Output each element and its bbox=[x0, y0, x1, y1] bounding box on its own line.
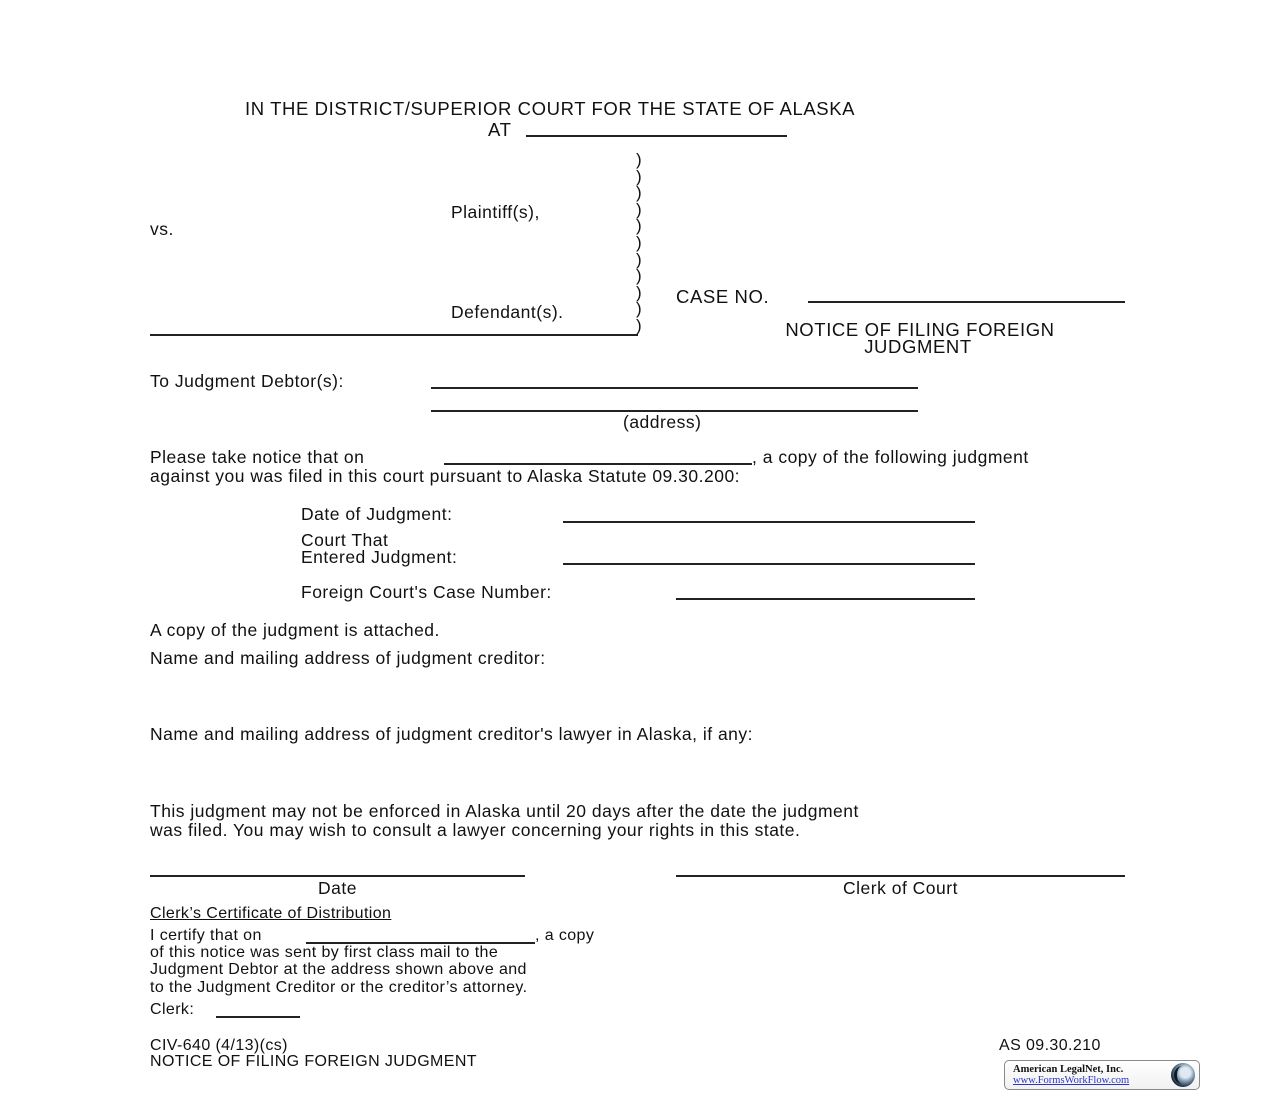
certificate-heading: Clerk’s Certificate of Distribution bbox=[150, 905, 392, 922]
judgment-debtor-name-field[interactable] bbox=[431, 387, 918, 389]
creditor-lawyer-field[interactable] bbox=[150, 748, 1125, 794]
judgment-creditor-field[interactable] bbox=[150, 672, 1125, 718]
certificate-line2: of this notice was sent by first class mail to the bbox=[150, 944, 499, 961]
clerk-of-court-caption: Clerk of Court bbox=[843, 878, 958, 898]
document-title-line2: JUDGMENT bbox=[864, 336, 972, 357]
caption-paren: ) bbox=[636, 183, 642, 203]
court-entered-label-line1: Court That bbox=[301, 530, 389, 550]
certificate-line4: to the Judgment Creditor or the creditor’s attorney. bbox=[150, 979, 528, 996]
creditor-lawyer-label: Name and mailing address of judgment creditor's lawyer in Alaska, if any: bbox=[150, 724, 754, 744]
judgment-debtor-label: To Judgment Debtor(s): bbox=[150, 371, 344, 391]
case-no-label: CASE NO. bbox=[676, 286, 770, 307]
court-entered-label-line2: Entered Judgment: bbox=[301, 547, 458, 567]
date-caption: Date bbox=[318, 878, 357, 898]
caption-paren: ) bbox=[636, 299, 642, 319]
american-legalnet-logo[interactable] bbox=[1004, 1060, 1200, 1090]
globe-icon bbox=[1171, 1063, 1195, 1087]
certificate-line3: Judgment Debtor at the address shown above and bbox=[150, 961, 527, 978]
caption-paren: ) bbox=[636, 232, 642, 252]
date-of-judgment-label: Date of Judgment: bbox=[301, 504, 453, 524]
document-title-line1: NOTICE OF FILING FOREIGN bbox=[785, 319, 1055, 340]
logo-company-name: American LegalNet, Inc. bbox=[1013, 1064, 1124, 1075]
plaintiff-name-field[interactable] bbox=[150, 160, 630, 202]
foreign-case-number-label: Foreign Court's Case Number: bbox=[301, 582, 552, 602]
certificate-clerk-label: Clerk: bbox=[150, 1001, 195, 1018]
judgment-attached-text: A copy of the judgment is attached. bbox=[150, 620, 440, 640]
address-caption: (address) bbox=[623, 412, 702, 432]
judgment-creditor-label: Name and mailing address of judgment creditor: bbox=[150, 648, 546, 668]
plaintiff-label: Plaintiff(s), bbox=[451, 202, 540, 222]
case-no-field[interactable] bbox=[808, 301, 1125, 303]
caption-paren: ) bbox=[636, 199, 642, 219]
court-location-field[interactable] bbox=[526, 135, 787, 137]
statute-reference: AS 09.30.210 bbox=[999, 1037, 1101, 1054]
vs-label: vs. bbox=[150, 219, 174, 239]
caption-bottom-rule bbox=[150, 334, 638, 336]
caption-paren: ) bbox=[636, 282, 642, 302]
caption-paren: ) bbox=[636, 266, 642, 286]
foreign-case-number-field[interactable] bbox=[676, 598, 975, 600]
notice-text-line2: against you was filed in this court pursuant to Alaska Statute 09.30.200: bbox=[150, 466, 741, 486]
enforcement-warning-line2: was filed. You may wish to consult a lawyer concerning your rights in this state. bbox=[150, 820, 801, 840]
logo-url-link[interactable]: www.FormsWorkFlow.com bbox=[1013, 1075, 1130, 1086]
caption-paren-column bbox=[636, 152, 650, 335]
caption-paren: ) bbox=[636, 249, 642, 269]
certificate-line1-before: I certify that on bbox=[150, 927, 262, 944]
at-label: AT bbox=[488, 119, 512, 140]
form-code: CIV-640 (4/13)(cs) bbox=[150, 1037, 288, 1054]
caption-paren: ) bbox=[636, 166, 642, 186]
caption-paren: ) bbox=[636, 216, 642, 236]
date-of-judgment-field[interactable] bbox=[563, 521, 975, 523]
enforcement-warning-line1: This judgment may not be enforced in Alaska until 20 days after the date the judgment bbox=[150, 801, 859, 821]
caption-paren: ) bbox=[636, 150, 642, 169]
certificate-line1-after: , a copy bbox=[535, 927, 595, 944]
court-entered-field[interactable] bbox=[563, 563, 975, 565]
clerk-of-court-signature-field[interactable] bbox=[676, 875, 1125, 877]
certificate-clerk-field[interactable] bbox=[216, 1016, 300, 1018]
form-title-footer: NOTICE OF FILING FOREIGN JUDGMENT bbox=[150, 1053, 477, 1070]
defendant-label: Defendant(s). bbox=[451, 302, 564, 322]
signature-date-field[interactable] bbox=[150, 875, 525, 877]
filing-date-field[interactable] bbox=[444, 463, 752, 465]
court-title: IN THE DISTRICT/SUPERIOR COURT FOR THE STATE OF ALASKA bbox=[245, 98, 856, 119]
notice-text-before: Please take notice that on bbox=[150, 447, 365, 467]
notice-text-after: , a copy of the following judgment bbox=[752, 447, 1029, 467]
caption-paren: ) bbox=[636, 315, 642, 335]
defendant-name-field[interactable] bbox=[150, 240, 630, 282]
